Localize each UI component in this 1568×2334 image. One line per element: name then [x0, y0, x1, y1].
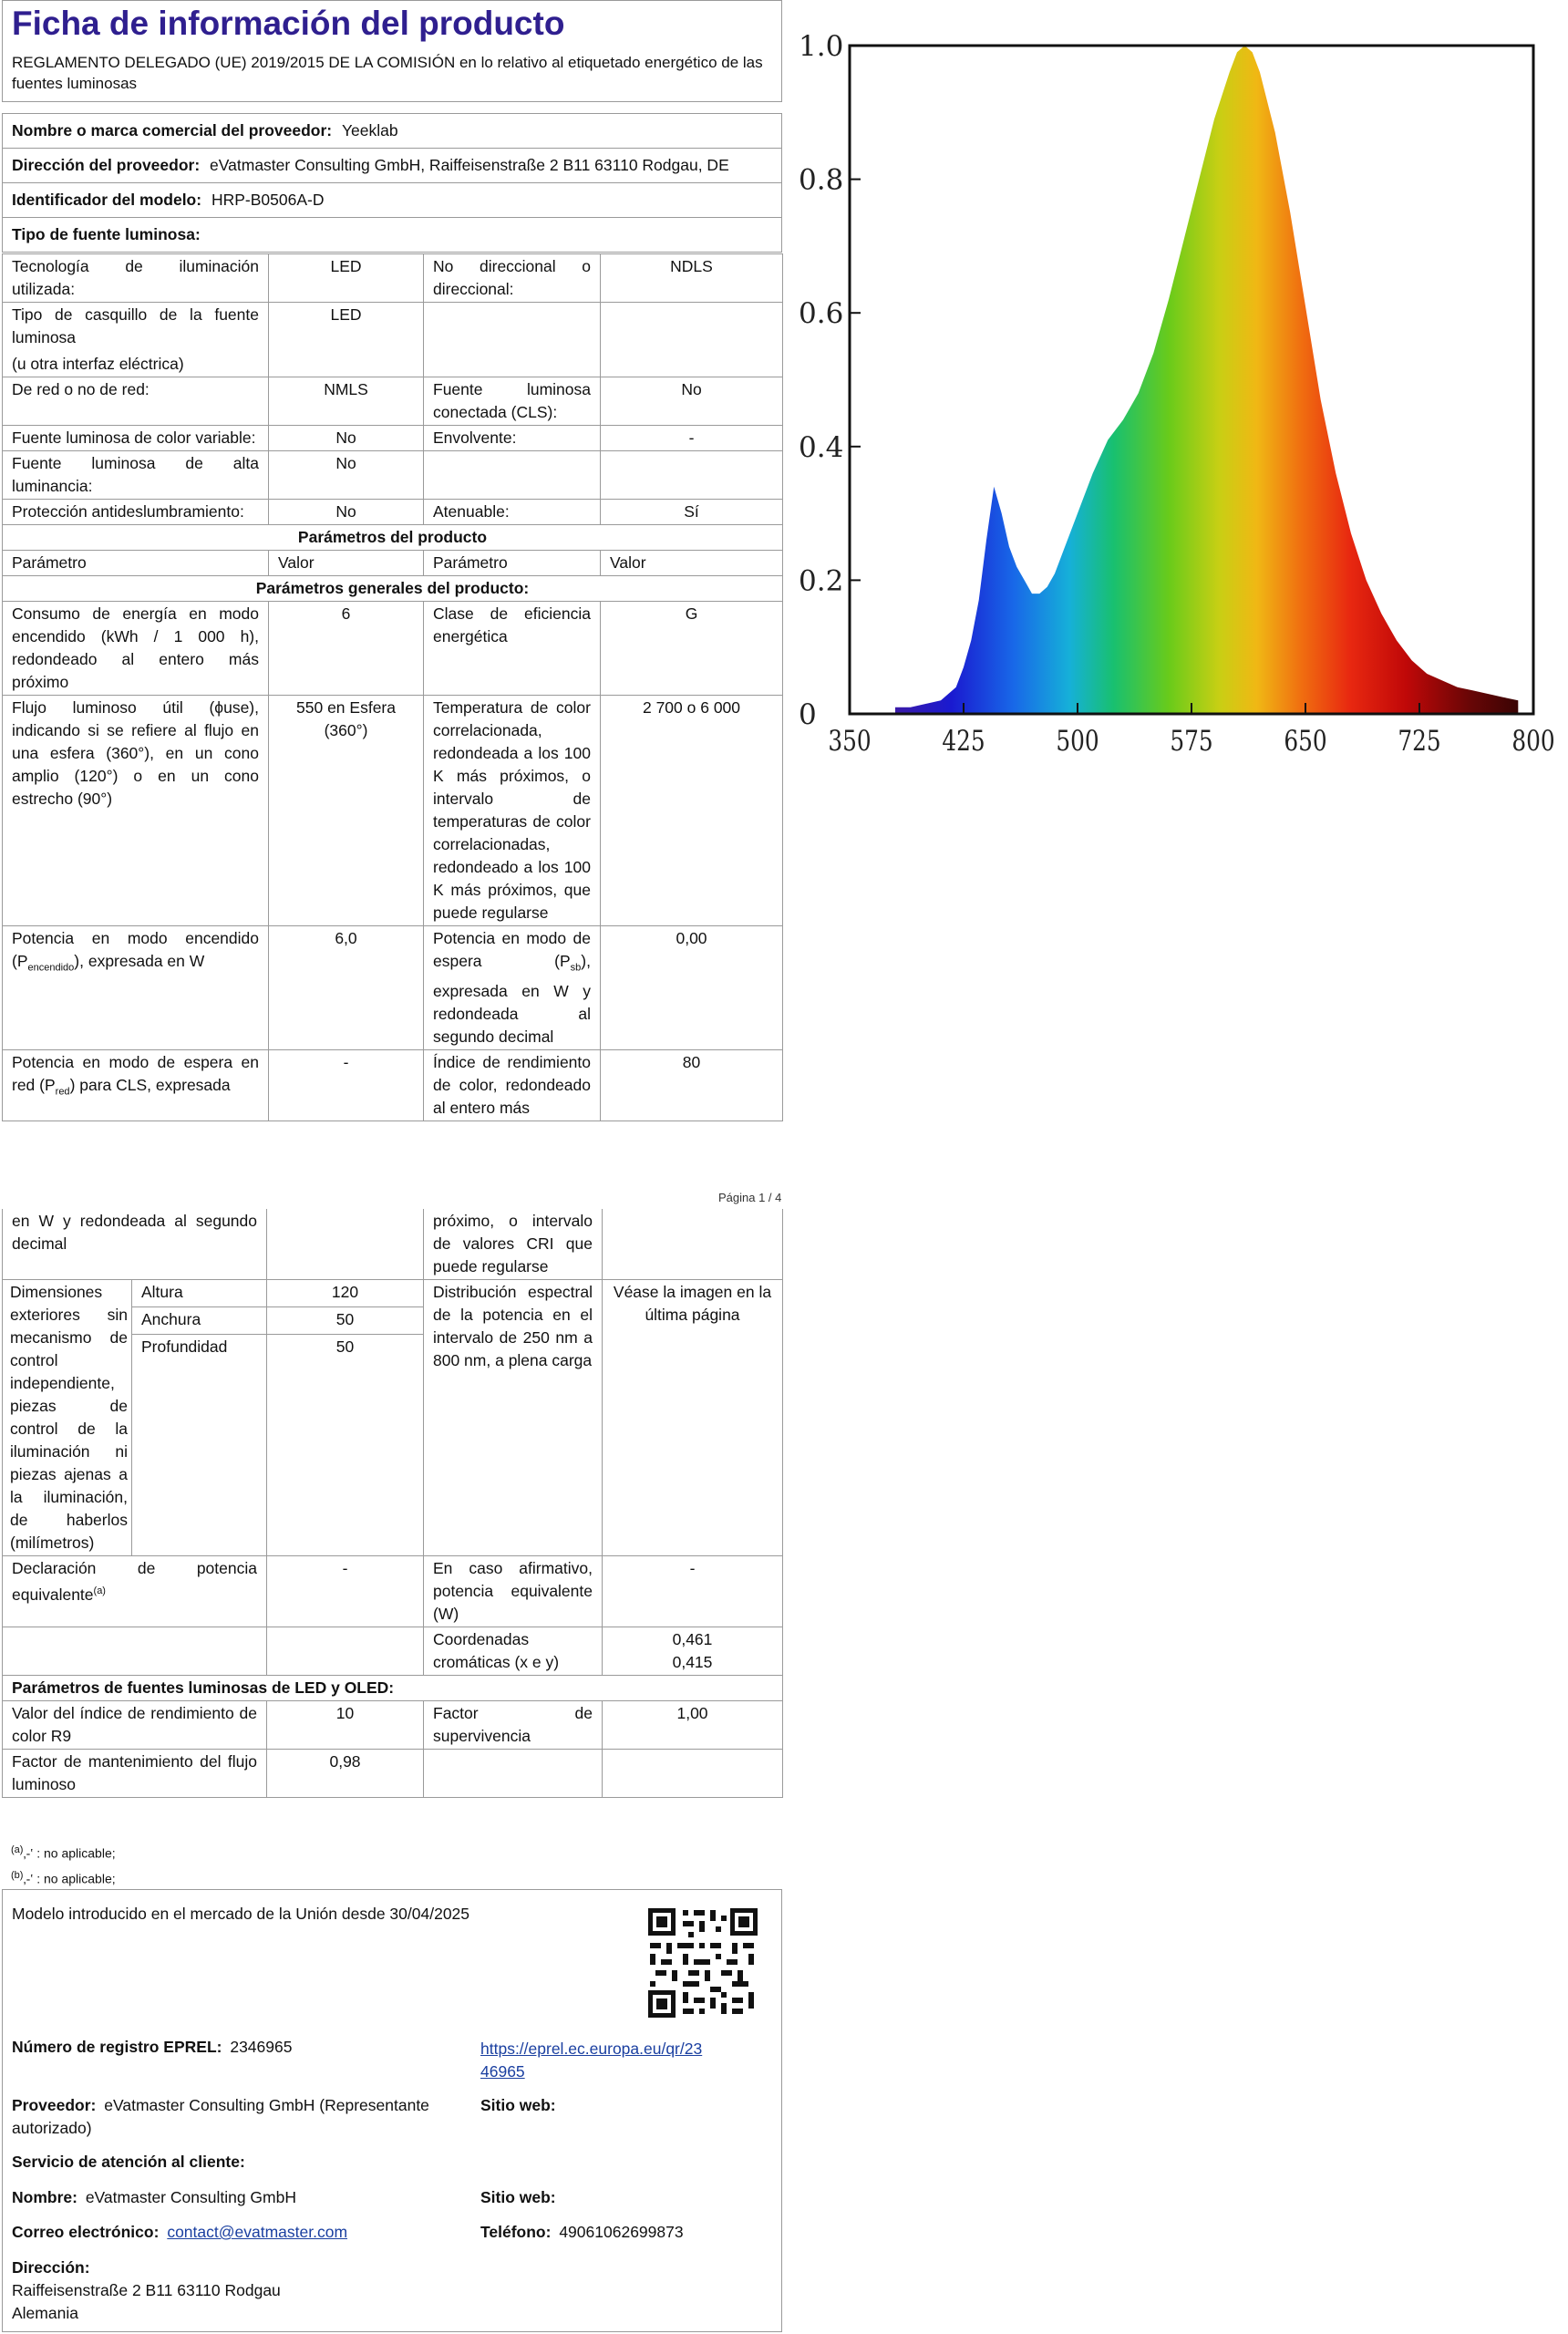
cell-antiglare-value: No [269, 500, 424, 525]
cell-cls-value: No [601, 377, 783, 426]
subscript: encendido [27, 962, 75, 974]
provider-value: eVatmaster Consulting GmbH (Representante [104, 2096, 429, 2114]
subscript: sb [570, 962, 582, 974]
phone-value: 49061062699873 [559, 2223, 684, 2241]
cell-energy-label: Consumo de energía en modo encendido (kWh / 1 000 h), redondeado al entero más próximo [3, 602, 269, 696]
x-tick-label: 725 [1398, 724, 1441, 758]
subscript: red [55, 1086, 70, 1097]
text: ) para CLS, expresada [69, 1075, 231, 1094]
cell-empty [424, 1750, 603, 1798]
cap-label-line: Tipo de casquillo de la fuente luminosa [12, 305, 259, 346]
cell-cls-label: Fuente luminosa conectada (CLS): [424, 377, 601, 426]
cell-flux-label: Flujo luminoso útil (ϕuse), indicando si se refiere al flujo en una esfera (360°), en un cono amplio (120°) o en un cono estrecho (90°) [3, 696, 269, 926]
cell-width-value: 50 [267, 1306, 424, 1334]
page-number: Página 1 / 4 [718, 1191, 782, 1204]
customer-service-heading: Servicio de atención al cliente: [12, 2153, 245, 2171]
superscript: (a) [11, 1844, 24, 1855]
provider [12, 2094, 429, 2140]
supplier-address-label: Dirección del proveedor: [12, 156, 201, 174]
table-row [3, 500, 783, 525]
cell-envelope-value: - [601, 426, 783, 451]
eprel-link-line[interactable]: 46965 [480, 2062, 525, 2081]
cell-high-luminance-value: No [269, 451, 424, 500]
sheet-header [2, 0, 782, 102]
email-link[interactable]: contact@evatmaster.com [167, 2223, 348, 2241]
supplier-name-label: Nombre o marca comercial del proveedor: [12, 121, 333, 139]
model-label: Identificador del modelo: [12, 191, 202, 209]
cell-depth-label: Profundidad [132, 1334, 267, 1555]
eprel-value: 2346965 [230, 2038, 293, 2056]
eprel-link-line[interactable]: https://eprel.ec.europa.eu/qr/23 [480, 2040, 703, 2058]
table-row [3, 602, 783, 696]
supplier-name-row [2, 113, 782, 149]
general-params-heading: Parámetros generales del producto: [3, 576, 783, 602]
cell-empty [267, 1209, 424, 1280]
type-heading: Tipo de fuente luminosa: [12, 225, 201, 243]
cell-dimensions-label: Dimensiones exteriores sin mecanismo de control independiente, piezas de control de la iluminación ni piezas ajenas a la iluminación, de haberlos (milímetros) [3, 1280, 132, 1556]
superscript: (a) [93, 1585, 106, 1596]
x-tick-label: 800 [1511, 724, 1555, 758]
cell-chroma-value [603, 1627, 783, 1676]
cell-power-on-value: 6,0 [269, 926, 424, 1050]
cell-empty [601, 451, 783, 500]
col-param-header: Parámetro [424, 551, 601, 576]
cell-flux-value: 550 en Esfera (360°) [269, 696, 424, 926]
eprel-label: Número de registro EPREL: [12, 2038, 222, 2056]
cell-directional-value: NDLS [601, 254, 783, 303]
cell-high-luminance-label: Fuente luminosa de alta luminancia: [3, 451, 269, 500]
cell-empty [424, 303, 601, 377]
cell-standby-label [424, 926, 601, 1050]
led-params-heading: Parámetros de fuentes luminosas de LED y OLED: [3, 1676, 783, 1701]
cell-r9-label: Valor del índice de rendimiento de color R9 [3, 1701, 267, 1750]
table-row [3, 451, 783, 500]
type-heading-row [2, 218, 782, 253]
cell-net-standby-label [3, 1049, 269, 1121]
table-row [3, 303, 783, 377]
cell-color-tunable-value: No [269, 426, 424, 451]
cell-cap-value: LED [269, 303, 424, 377]
y-tick-label: 1.0 [799, 30, 844, 63]
service-name [12, 2186, 296, 2209]
footnote-b [2, 1864, 782, 1891]
cell-dimmable-value: Sí [601, 500, 783, 525]
service-address [12, 2257, 281, 2325]
table-row [3, 551, 783, 576]
model-value: HRP-B0506A-D [211, 191, 325, 209]
cell-cct-label: Temperatura de color correlacionada, redondeada a los 100 K más próximos, o intervalo de temperaturas de color correlacionadas, redondeado a los 100 K más próximos, que puede regularse [424, 696, 601, 926]
table-row [3, 1676, 783, 1701]
cell-tech-value: LED [269, 254, 424, 303]
cell-cap-label [3, 303, 269, 377]
cell-envelope-label: Envolvente: [424, 426, 601, 451]
x-tick-label: 650 [1284, 724, 1327, 758]
market-date: Modelo introducido en el mercado de la Unión desde 30/04/2025 [12, 1905, 470, 1923]
cell-equiv-value: - [267, 1556, 424, 1627]
cell-r9-value: 10 [267, 1701, 424, 1750]
text: ), expresada en W [74, 952, 205, 970]
spectral-distribution-chart [793, 16, 1568, 773]
table-row [3, 696, 783, 926]
table-row [3, 525, 783, 551]
phone-label: Teléfono: [480, 2223, 552, 2241]
cell-color-tunable-label: Fuente luminosa de color variable: [3, 426, 269, 451]
email-label: Correo electrónico: [12, 2223, 160, 2241]
eprel-number [12, 2036, 292, 2059]
table-row [3, 1280, 783, 1307]
cell-cont-right: próximo, o intervalo de valores CRI que puede regularse [424, 1209, 603, 1280]
x-tick-label: 350 [828, 724, 872, 758]
table-row [3, 1049, 783, 1121]
cell-empty [424, 451, 601, 500]
supplier-block [2, 113, 782, 253]
model-row [2, 183, 782, 218]
cell-mains-value: NMLS [269, 377, 424, 426]
footnote-a [2, 1838, 782, 1865]
y-tick-label: 0.6 [799, 297, 844, 331]
cell-efficiency-class-value: G [601, 602, 783, 696]
eprel-link[interactable] [480, 2038, 702, 2083]
table-row [3, 1750, 783, 1798]
service-email [12, 2221, 347, 2244]
cell-net-standby-value: - [269, 1049, 424, 1121]
table-row [3, 926, 783, 1050]
provider-label: Proveedor: [12, 2096, 97, 2114]
table-row [3, 1209, 783, 1280]
text: ‚-‛ : no aplicable; [23, 1845, 116, 1861]
service-phone [480, 2221, 684, 2244]
cell-width-label: Anchura [132, 1306, 267, 1334]
cell-mains-label: De red o no de red: [3, 377, 269, 426]
supplier-address-value: eVatmaster Consulting GmbH, Raiffeisenstraße 2 B11 63110 Rodgau, DE [210, 156, 729, 174]
cell-spd-label: Distribución espectral de la potencia en el intervalo de 250 nm a 800 nm, a plena carga [424, 1280, 603, 1556]
cell-empty [3, 1627, 267, 1676]
spectrum-area [895, 46, 1518, 714]
cell-depth-value: 50 [267, 1334, 424, 1555]
table-row [3, 1627, 783, 1676]
cell-cont-left: en W y redondeada al segundo decimal [3, 1209, 267, 1280]
x-tick-label: 425 [942, 724, 985, 758]
text: Potencia en modo encendido (P [12, 929, 259, 970]
chroma-y: 0,415 [672, 1653, 713, 1671]
cell-height-value: 120 [267, 1280, 424, 1307]
cell-empty [601, 303, 783, 377]
cell-equiv2-value: - [603, 1556, 783, 1627]
col-value-header: Valor [269, 551, 424, 576]
cell-spd-value: Véase la imagen en la última página [603, 1280, 783, 1556]
cell-maintenance-value: 0,98 [267, 1750, 424, 1798]
text: ‚-‛ : no aplicable; [23, 1871, 116, 1886]
qr-code-icon [646, 1906, 759, 2019]
cell-empty [267, 1627, 424, 1676]
type-table [2, 253, 782, 1121]
text: Potencia en modo de espera en red (P [12, 1052, 259, 1094]
supplier-address-row [2, 149, 782, 183]
x-tick-label: 575 [1170, 724, 1213, 758]
plot-area [894, 45, 1520, 714]
y-tick-label: 0.8 [799, 163, 844, 197]
address-line: Raiffeisenstraße 2 B11 63110 Rodgau [12, 2281, 281, 2299]
cell-cct-value: 2 700 o 6 000 [601, 696, 783, 926]
footnotes [2, 1838, 782, 1890]
y-tick-label: 0.2 [799, 564, 844, 598]
regulation-text: REGLAMENTO DELEGADO (UE) 2019/2015 DE LA COMISIÓN en lo relativo al etiquetado energético de las fuentes luminosas [12, 54, 763, 92]
eprel-info-block [2, 1889, 782, 2332]
table-row [3, 254, 783, 303]
cell-standby-value: 0,00 [601, 926, 783, 1050]
table-row [3, 377, 783, 426]
params-heading: Parámetros del producto [3, 525, 783, 551]
cap-label-note: (u otra interfaz eléctrica) [12, 355, 184, 373]
supplier-name-value: Yeeklab [341, 121, 398, 139]
table-row [3, 426, 783, 451]
address-line: Alemania [12, 2304, 78, 2322]
service-name-label: Nombre: [12, 2188, 77, 2206]
cell-power-on-label [3, 926, 269, 1050]
text: Potencia en modo de espera (P [433, 929, 591, 970]
provider-value-cont: autorizado) [12, 2119, 92, 2137]
cell-equiv2-label: En caso afirmativo, potencia equivalente (W) [424, 1556, 603, 1627]
service-website-label: Sitio web: [480, 2188, 556, 2206]
cell-tech-label: Tecnología de iluminación utilizada: [3, 254, 269, 303]
text: ), expresada en W y redondeada al segundo decimal [433, 952, 591, 1046]
cell-energy-value: 6 [269, 602, 424, 696]
cell-efficiency-class-label: Clase de eficiencia energética [424, 602, 601, 696]
table-row [3, 1556, 783, 1627]
provider-website-label: Sitio web: [480, 2096, 556, 2114]
table-row [3, 576, 783, 602]
chroma-x: 0,461 [672, 1630, 713, 1648]
address-label: Dirección: [12, 2258, 90, 2277]
params-table-continued [2, 1209, 782, 1798]
cell-dimmable-label: Atenuable: [424, 500, 601, 525]
table-row [3, 1701, 783, 1750]
cell-chroma-label: Coordenadas cromáticas (x e y) [424, 1627, 603, 1676]
cell-directional-label: No direccional o direccional: [424, 254, 601, 303]
y-tick-label: 0.4 [799, 430, 844, 464]
cell-cri-label: Índice de rendimiento de color, redondeado al entero más [424, 1049, 601, 1121]
cell-maintenance-label: Factor de mantenimiento del flujo luminoso [3, 1750, 267, 1798]
col-param-header: Parámetro [3, 551, 269, 576]
cell-cri-value: 80 [601, 1049, 783, 1121]
cell-empty [603, 1750, 783, 1798]
cell-height-label: Altura [132, 1280, 267, 1307]
cell-survival-value: 1,00 [603, 1701, 783, 1750]
y-tick-label: 0 [799, 698, 817, 731]
superscript: (b) [11, 1869, 24, 1881]
cell-empty [603, 1209, 783, 1280]
x-tick-label: 500 [1056, 724, 1099, 758]
page-title: Ficha de información del producto [12, 5, 565, 42]
col-value-header: Valor [601, 551, 783, 576]
cell-antiglare-label: Protección antideslumbramiento: [3, 500, 269, 525]
cell-survival-label: Factor de supervivencia [424, 1701, 603, 1750]
cell-equiv-label [3, 1556, 267, 1627]
service-name-value: eVatmaster Consulting GmbH [85, 2188, 296, 2206]
text: Declaración de potencia equivalente [12, 1559, 257, 1604]
